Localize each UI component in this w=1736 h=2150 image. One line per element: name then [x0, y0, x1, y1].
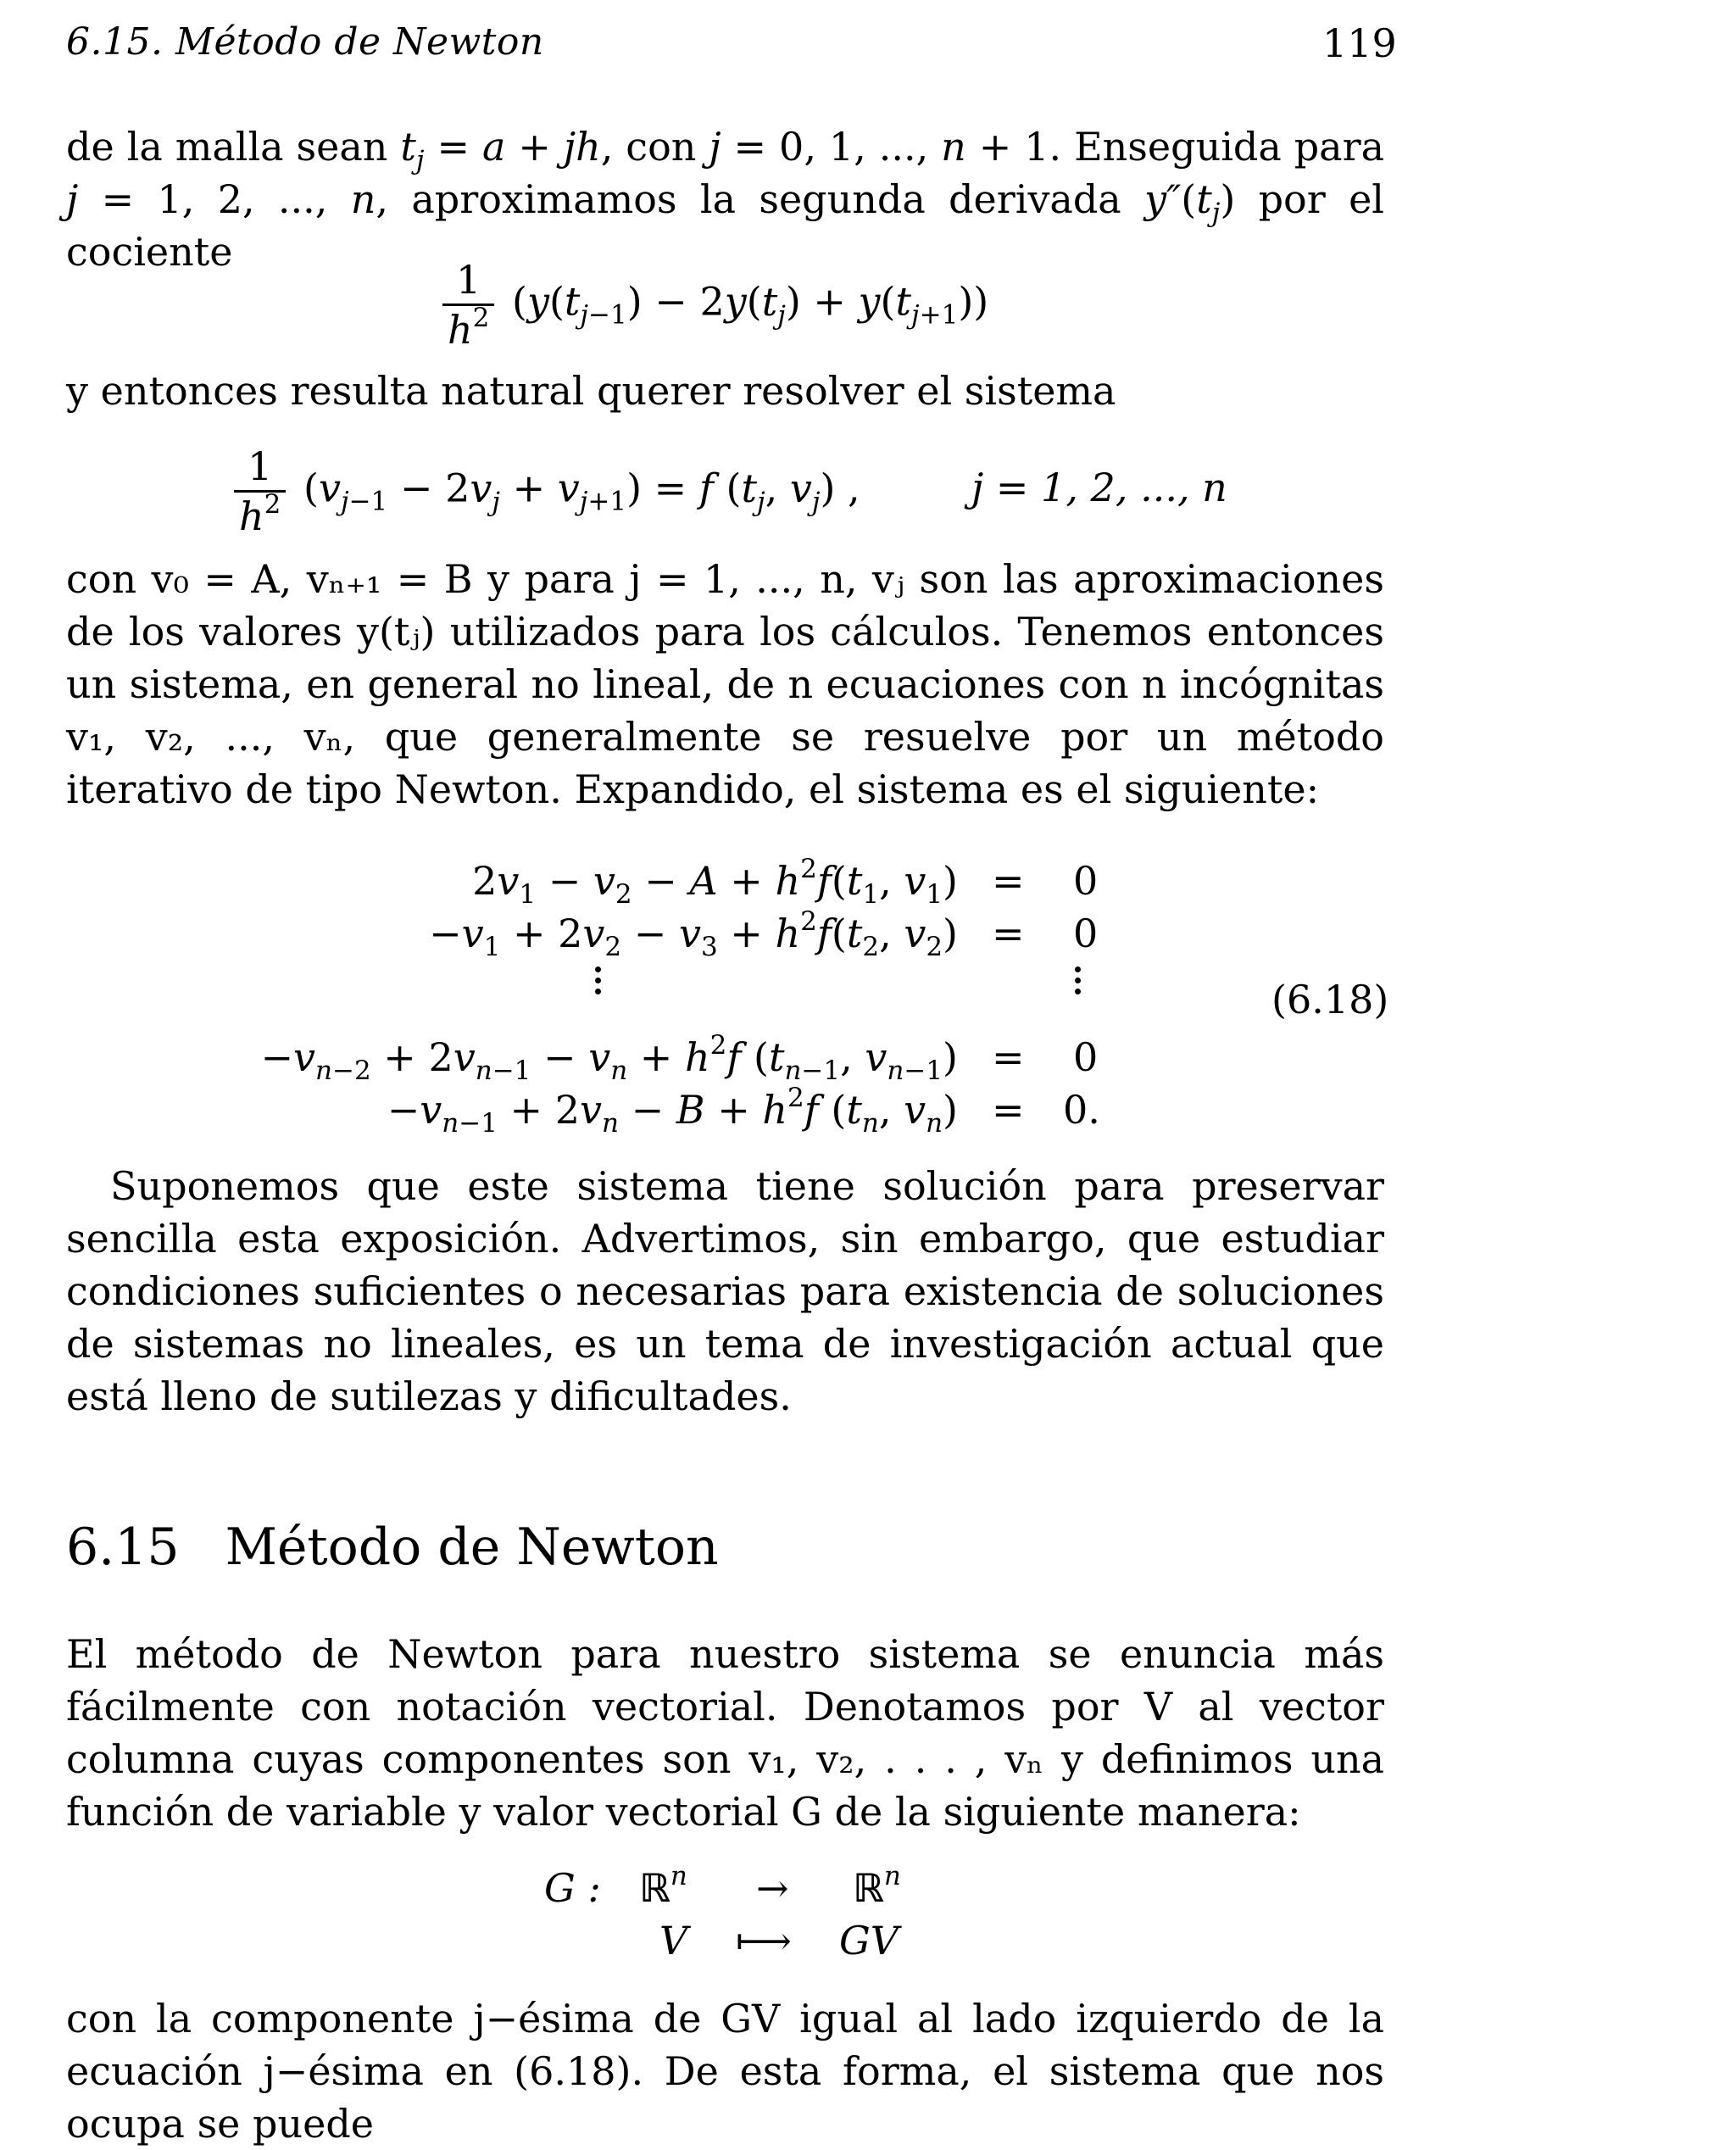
- equation-discrete-system: $\frac{1}{h^2}$ $(v_{j-1} - 2v_j + v_{j+1}) = f$ ($t_j$, $v_j$) ,: [234, 443, 860, 540]
- mapping-domain: ℝ$^n$: [639, 1861, 687, 1911]
- mapping-arrow: →: [756, 1865, 789, 1911]
- fraction-numerator: 1: [442, 256, 494, 306]
- system-equals-4: =: [992, 1087, 1025, 1133]
- equation-system-6-18: [0, 854, 1736, 1146]
- paragraph-system-intro: y entonces resulta natural querer resolver el sistema: [66, 368, 1116, 414]
- page-number: 119: [1322, 20, 1397, 66]
- fraction-numerator: 1: [234, 443, 286, 493]
- system-row-1: $2v_1 - v_2 - A + h^2f(t_1$, $v_1$): [472, 854, 958, 910]
- system-equals-1: =: [992, 858, 1025, 904]
- fraction-denominator: h: [448, 307, 473, 353]
- system-row-4: $-v_{n-1} + 2v_n - B + h^2f$ ($t_n$, $v_n$): [387, 1083, 958, 1139]
- paragraph-mesh-definition: de la malla sean $t_j = a$ + jh, con j = 0, 1, ..., n + 1. Enseguida para j = 1, 2, ..., n, aproximamos la segunda derivada $y''(t_j)$ por el cociente: [66, 124, 1385, 275]
- system-rhs-3: 0: [1073, 1034, 1099, 1080]
- running-title: 6.15. Método de Newton: [66, 20, 544, 64]
- paragraph-existence-remark: Suponemos que este sistema tiene solución para preservar sencilla esta exposición. Advertimos, sin embargo, que estudiar condiciones suficientes o necesarias para existencia de soluciones de sistemas no lineales, es un tema de investigación actual que está lleno de sutilezas y dificultades.: [66, 1163, 1384, 1419]
- system-row-2: $-v_1 + 2v_2 - v_3 + h^2f(t_2$, $v_2$): [429, 906, 958, 962]
- system-row-3: $-v_{n-2} + 2v_{n-1} - v_n + h^2f$ ($t_{n-1}$, $v_{n-1}$): [260, 1030, 958, 1086]
- mapping-image: GV: [839, 1918, 899, 1963]
- paragraph-system-description: con v₀ = A, vₙ₊₁ = B y para j = 1, ..., n, vⱼ son las aproximaciones de los valores y(tⱼ) utilizados para los cálculos. Tenemos entonces un sistema, en general no lineal, de n ecuaciones con n incógnitas v₁, v₂, ..., vₙ, que generalmente se resuelve por un método iterativo de tipo Newton. Expandido, el sistema es el siguiente:: [66, 556, 1384, 812]
- fraction-denominator: h: [239, 493, 264, 539]
- paragraph-component-definition: con la componente j−ésima de GV igual al lado izquierdo de la ecuación j−ésima en (6.18). De esta forma, el sistema que nos ocupa se puede: [66, 1996, 1384, 2147]
- section-number: 6.15: [66, 1518, 180, 1577]
- mapping-codomain: ℝ$^n$: [853, 1861, 901, 1911]
- mapping-name: G :: [544, 1865, 601, 1911]
- system-rhs-1: 0: [1073, 858, 1099, 904]
- system-equals-3: =: [992, 1034, 1025, 1080]
- section-title: Método de Newton: [225, 1518, 719, 1577]
- equation-label: (6.18): [1271, 977, 1389, 1022]
- system-rhs-4: 0.: [1063, 1087, 1100, 1133]
- paragraph-newton-intro: El método de Newton para nuestro sistema se enuncia más fácilmente con notación vectorial. Denotamos por V al vector columna cuyas componentes son v₁, v₂, . . . , vₙ y definimos una función de variable y valor vectorial G de la siguiente manera:: [66, 1631, 1384, 1835]
- system-equals-2: =: [992, 911, 1025, 956]
- system-vdots-right: [1075, 961, 1083, 1014]
- equation-second-derivative: $\frac{1}{h^2}$ $(y(t_{j-1}) - 2y(t_j) + y(t_{j+1}))$: [442, 256, 988, 354]
- mapping-mapsto-arrow: ⟼: [736, 1918, 792, 1963]
- equation-mapping-g: [0, 1861, 1736, 1975]
- system-vdots-left: [595, 961, 604, 1014]
- section-heading: [66, 1518, 719, 1577]
- equation-index-condition: j = 1, 2, ..., n: [971, 465, 1227, 510]
- mapping-element: V: [659, 1918, 688, 1963]
- system-rhs-2: 0: [1073, 911, 1099, 956]
